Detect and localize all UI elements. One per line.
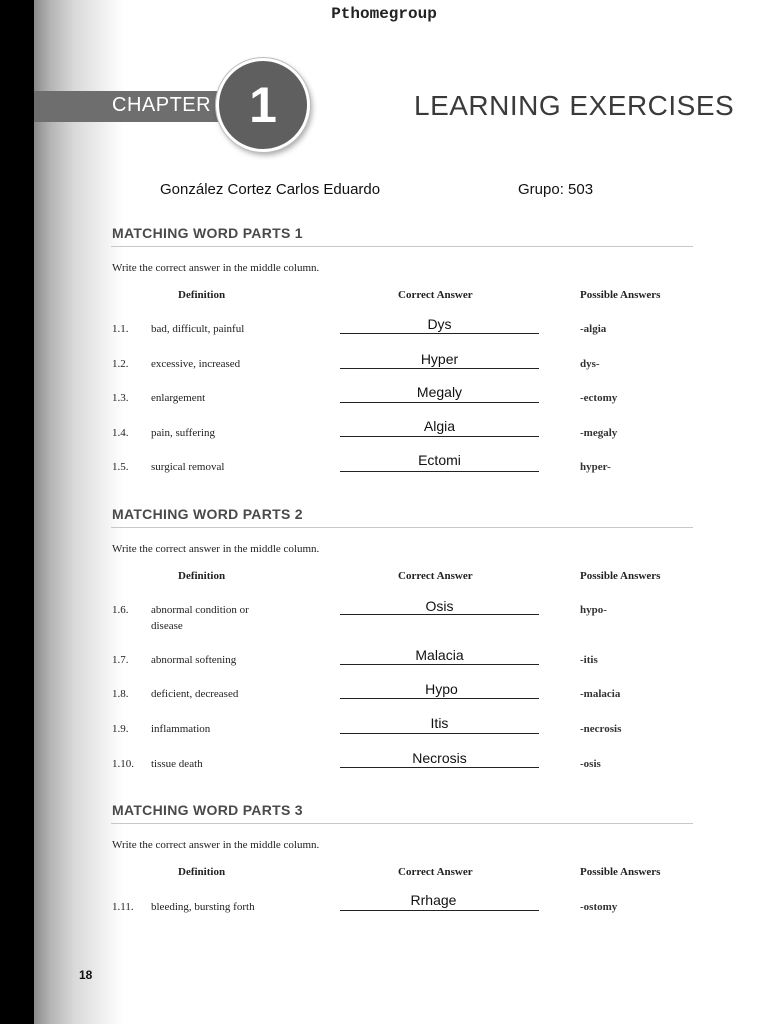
section-instruction: Write the correct answer in the middle column.: [112, 839, 320, 851]
answer-field[interactable]: Osis: [425, 598, 454, 614]
row-definition: inflammation: [151, 723, 211, 735]
section-instruction: Write the correct answer in the middle column.: [112, 262, 320, 274]
column-header-definition: Definition: [178, 570, 226, 582]
column-header-correct-answer: Correct Answer: [398, 570, 473, 582]
column-header-definition: Definition: [178, 866, 226, 878]
row-number: 1.2.: [112, 358, 129, 370]
row-number: 1.1.: [112, 323, 129, 335]
answer-underline: [340, 333, 539, 334]
answer-underline: [340, 436, 539, 437]
section-instruction: Write the correct answer in the middle column.: [112, 543, 320, 555]
column-header-definition: Definition: [178, 289, 226, 301]
chapter-number: 1: [249, 77, 277, 133]
answer-field[interactable]: Necrosis: [412, 750, 467, 766]
answer-underline: [340, 471, 539, 472]
answer-underline: [340, 664, 539, 665]
row-definition: bad, difficult, painful: [151, 323, 245, 335]
row-number: 1.9.: [112, 723, 129, 735]
student-name: González Cortez Carlos Eduardo: [160, 181, 381, 198]
row-number: 1.6.: [112, 604, 129, 616]
row-definition: pain, suffering: [151, 427, 215, 439]
answer-field[interactable]: Hypo: [425, 681, 458, 697]
book-spine: [34, 0, 124, 1024]
possible-answer: hypo-: [580, 604, 607, 616]
page-number: 18: [79, 968, 93, 982]
section-divider: [111, 823, 693, 824]
answer-underline: [340, 910, 539, 911]
row-number: 1.11.: [112, 901, 134, 913]
section-divider: [111, 246, 693, 247]
section-title: MATCHING WORD PARTS 1: [112, 225, 303, 241]
answer-field[interactable]: Malacia: [415, 647, 464, 663]
possible-answer: -necrosis: [580, 723, 622, 735]
row-definition: abnormal softening: [151, 654, 237, 666]
row-number: 1.5.: [112, 461, 129, 473]
answer-field[interactable]: Rrhage: [410, 892, 457, 908]
answer-underline: [340, 698, 539, 699]
row-definition: tissue death: [151, 758, 203, 770]
page-title: LEARNING EXERCISES: [414, 90, 735, 121]
section-title: MATCHING WORD PARTS 3: [112, 802, 303, 818]
chapter-number-badge: [216, 58, 310, 152]
row-definition: abnormal condition or disease: [151, 604, 249, 632]
answer-underline: [340, 368, 539, 369]
column-header-possible-answers: Possible Answers: [580, 866, 661, 878]
row-definition: surgical removal: [151, 461, 225, 473]
possible-answer: -ectomy: [580, 392, 618, 404]
column-header-correct-answer: Correct Answer: [398, 289, 473, 301]
row-definition: enlargement: [151, 392, 206, 404]
answer-field[interactable]: Itis: [430, 715, 449, 731]
column-header-correct-answer: Correct Answer: [398, 866, 473, 878]
column-header-possible-answers: Possible Answers: [580, 289, 661, 301]
answer-underline: [340, 614, 539, 615]
answer-field[interactable]: Megaly: [416, 384, 463, 400]
student-group: Grupo: 503: [518, 181, 594, 198]
row-number: 1.4.: [112, 427, 129, 439]
answer-underline: [340, 767, 539, 768]
answer-field[interactable]: Ectomi: [418, 452, 461, 468]
page-edge-shadow: [0, 0, 34, 1024]
row-number: 1.3.: [112, 392, 129, 404]
possible-answer: hyper-: [580, 461, 611, 473]
row-number: 1.10.: [112, 758, 134, 770]
possible-answer: -itis: [580, 654, 598, 666]
row-definition: excessive, increased: [151, 358, 241, 370]
column-header-possible-answers: Possible Answers: [580, 570, 661, 582]
possible-answer: -ostomy: [580, 901, 618, 913]
possible-answer: -osis: [580, 758, 601, 770]
row-number: 1.7.: [112, 654, 129, 666]
answer-field[interactable]: Dys: [427, 316, 452, 332]
answer-underline: [340, 733, 539, 734]
row-definition: bleeding, bursting forth: [151, 901, 255, 913]
answer-field[interactable]: Hyper: [420, 351, 459, 367]
possible-answer: -algia: [580, 323, 607, 335]
possible-answer: -malacia: [580, 688, 621, 700]
answer-field[interactable]: Algia: [423, 418, 456, 434]
chapter-label: CHAPTER: [112, 94, 212, 116]
possible-answer: dys-: [580, 358, 600, 370]
row-definition: deficient, decreased: [151, 688, 239, 700]
section-title: MATCHING WORD PARTS 2: [112, 506, 303, 522]
answer-underline: [340, 402, 539, 403]
row-number: 1.8.: [112, 688, 129, 700]
possible-answer: -megaly: [580, 427, 618, 439]
site-watermark: Pthomegroup: [331, 5, 437, 23]
section-divider: [111, 527, 693, 528]
